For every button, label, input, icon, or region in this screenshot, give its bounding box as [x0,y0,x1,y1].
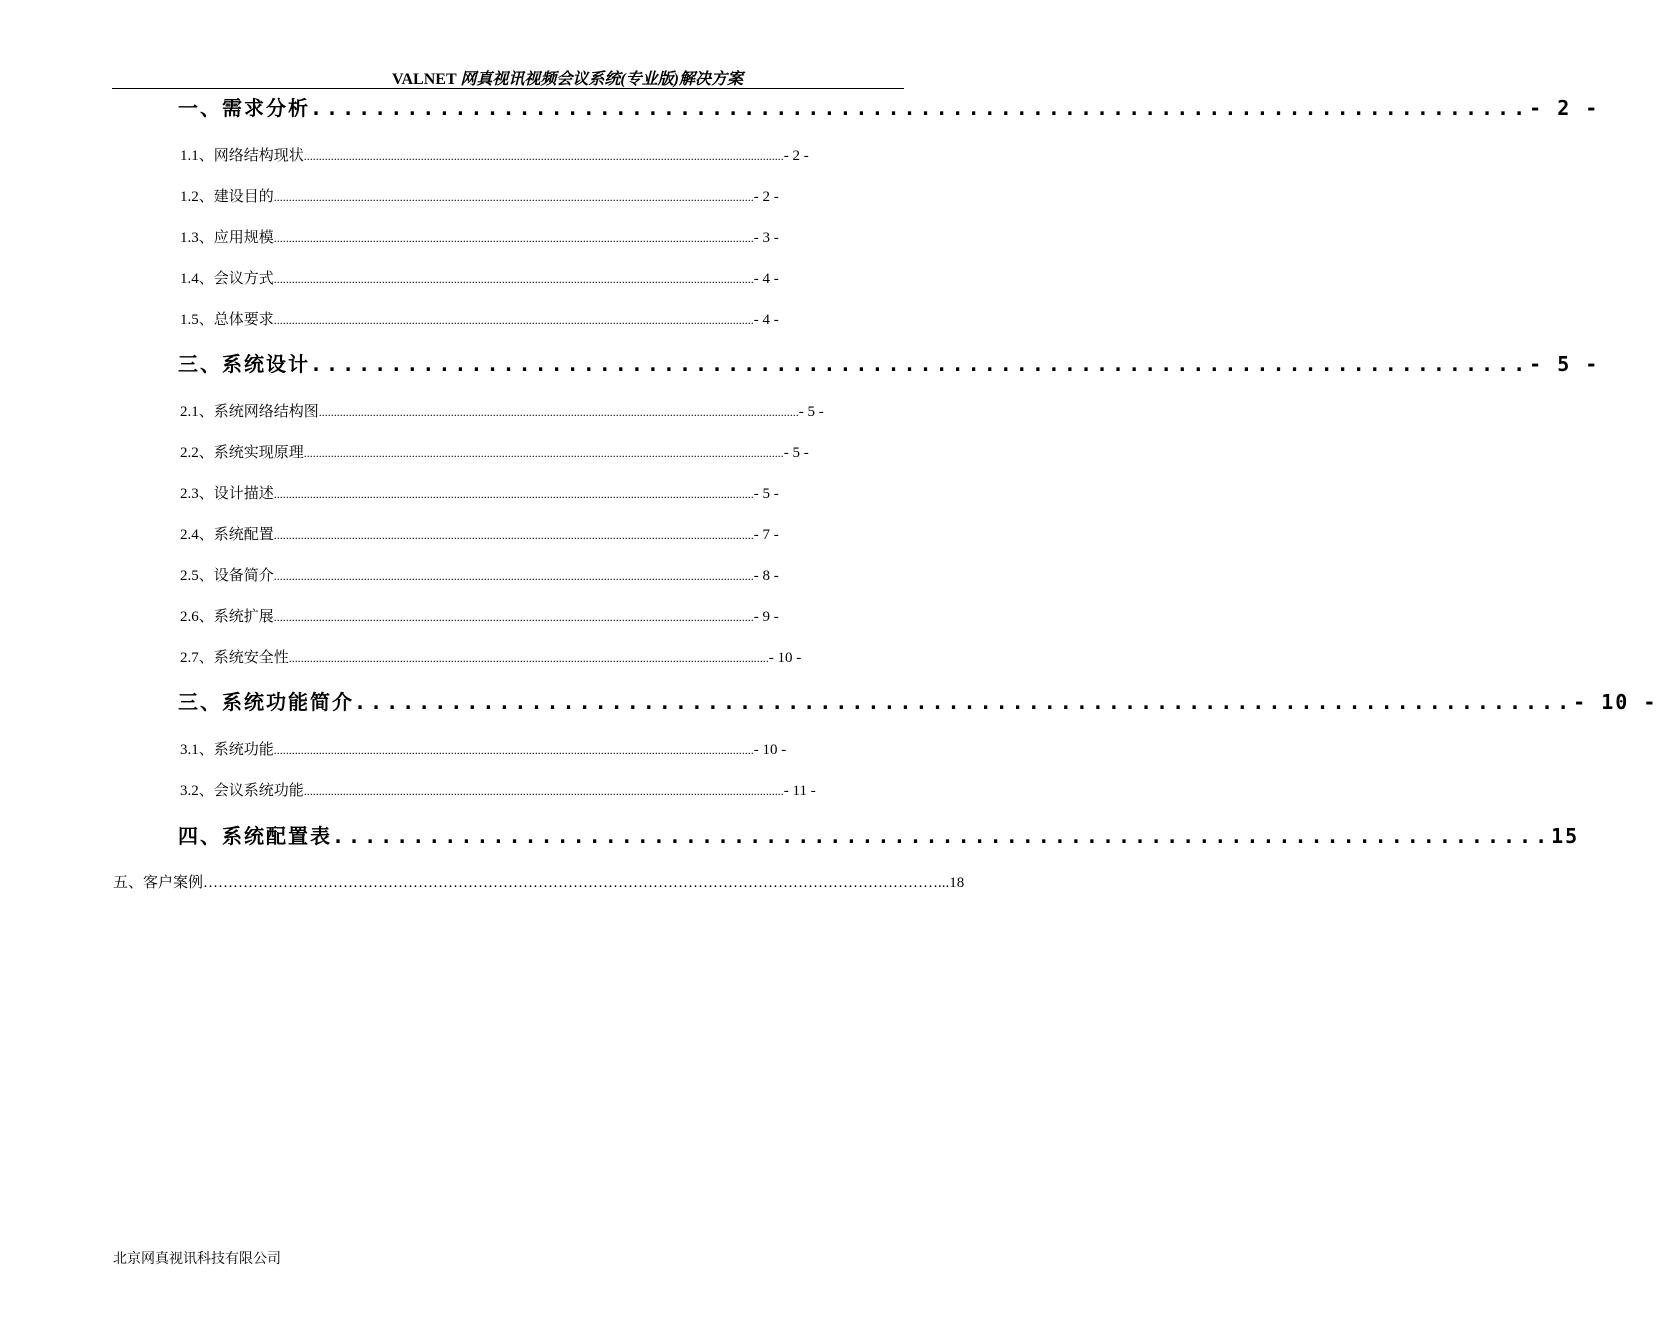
toc-leader-dots: ………………………………………………………………………………………………………………………………… [203,875,939,891]
header-title-main: 网真视讯视频会议系统(专业版)解决方案 [460,71,743,88]
toc-entry-1-4[interactable] [180,267,779,288]
toc-entry-2-5[interactable] [180,564,779,585]
toc-entry-3-1[interactable] [180,738,787,759]
toc-entry-page: - 2 - [783,148,809,164]
toc-leader-dots: ................................................................................................................................................................ [273,272,754,286]
toc-entry-page: - 3 - [753,230,779,246]
toc-leader-dots: ............................................................................ [354,690,1574,714]
toc-entry-2-7[interactable] [180,646,802,667]
toc-leader-dots: ............................................................................ [332,824,1552,848]
toc-entry-1-1[interactable] [180,144,809,165]
toc-entry-1-3[interactable] [180,226,779,247]
toc-leader-dots: ................................................................................................................................................................ [303,149,784,163]
toc-entry-page: - 8 - [753,568,779,584]
toc-entry-label: 1.4、会议方式 [180,271,274,287]
toc-entry-page: - 10 - [768,650,802,666]
toc-entry-label: 四、系统配置表 [178,824,332,848]
toc-entry-page: 15 [1551,824,1580,848]
toc-entry-page: - 2 - [753,189,779,205]
toc-leader-dots: ................................................................................................................................................................ [273,610,754,624]
toc-entry-2-1[interactable] [180,400,824,421]
toc-leader-dots: ................................................................................................................................................................ [273,743,754,757]
toc-entry-page: - 10 - [753,742,787,758]
toc-leader-dots: ................................................................................................................................................................ [303,784,784,798]
toc-entry-page: ...18 [938,875,965,891]
toc-entry-page: - 11 - [783,783,816,799]
toc-entry-page: - 5 - [798,404,824,420]
toc-entry-page: - 5 - [753,486,779,502]
toc-leader-dots: ................................................................................................................................................................ [303,446,784,460]
toc-leader-dots: ................................................................................................................................................................ [273,487,754,501]
toc-leader-dots: ................................................................................................................................................................ [273,231,754,245]
toc-entry-label: 3.2、会议系统功能 [180,783,304,799]
toc-leader-dots: ................................................................................................................................................................ [318,405,799,419]
toc-entry-label: 2.7、系统安全性 [180,650,289,666]
toc-entry-label: 2.3、设计描述 [180,486,274,502]
toc-entry-1-2[interactable] [180,185,779,206]
toc-entry-2-2[interactable] [180,441,809,462]
toc-leader-dots: ................................................................................................................................................................ [273,190,754,204]
toc-entry-page: - 9 - [753,609,779,625]
toc-entry-section-4[interactable] [178,820,1580,849]
toc-entry-label: 1.5、总体要求 [180,312,274,328]
toc-entry-label: 五、客户案例 [113,875,204,891]
toc-entry-label: 1.3、应用规模 [180,230,274,246]
toc-entry-label: 2.2、系统实现原理 [180,445,304,461]
toc-leader-dots: ................................................................................................................................................................ [273,569,754,583]
toc-entry-page: - 4 - [753,271,779,287]
toc-entry-page: - 5 - [1529,352,1600,376]
toc-entry-label: 2.1、系统网络结构图 [180,404,319,420]
toc-entry-label: 3.1、系统功能 [180,742,274,758]
toc-entry-2-4[interactable] [180,523,779,544]
toc-leader-dots: ............................................................................ [310,96,1530,120]
toc-leader-dots: ................................................................................................................................................................ [273,528,754,542]
toc-entry-section-5[interactable] [113,871,965,892]
footer-company-name: 北京网真视讯科技有限公司 [113,1252,281,1267]
toc-entry-1-5[interactable] [180,308,779,329]
header-divider [112,88,904,89]
document-header-title [392,66,872,89]
toc-entry-page: - 4 - [753,312,779,328]
toc-entry-page: - 5 - [783,445,809,461]
toc-entry-page: - 10 - [1573,690,1657,714]
toc-entry-section-2[interactable] [178,348,1600,377]
toc-leader-dots: ................................................................................................................................................................ [288,651,769,665]
toc-entry-2-3[interactable] [180,482,779,503]
toc-entry-label: 2.5、设备简介 [180,568,274,584]
toc-leader-dots: ............................................................................ [310,352,1530,376]
toc-entry-section-3[interactable] [178,686,1657,715]
toc-entry-label: 2.4、系统配置 [180,527,274,543]
toc-entry-label: 1.1、网络结构现状 [180,148,304,164]
toc-entry-label: 三、系统设计 [178,352,310,376]
toc-entry-2-6[interactable] [180,605,779,626]
toc-entry-page: - 2 - [1529,96,1600,120]
toc-entry-page: - 7 - [753,527,779,543]
toc-entry-section-1[interactable] [178,92,1600,121]
toc-entry-label: 一、需求分析 [178,96,310,120]
toc-leader-dots: ................................................................................................................................................................ [273,313,754,327]
toc-entry-3-2[interactable] [180,779,816,800]
toc-entry-label: 2.6、系统扩展 [180,609,274,625]
toc-entry-label: 1.2、建设目的 [180,189,274,205]
header-title-prefix: VALNET [392,71,461,88]
toc-entry-label: 三、系统功能简介 [178,690,354,714]
